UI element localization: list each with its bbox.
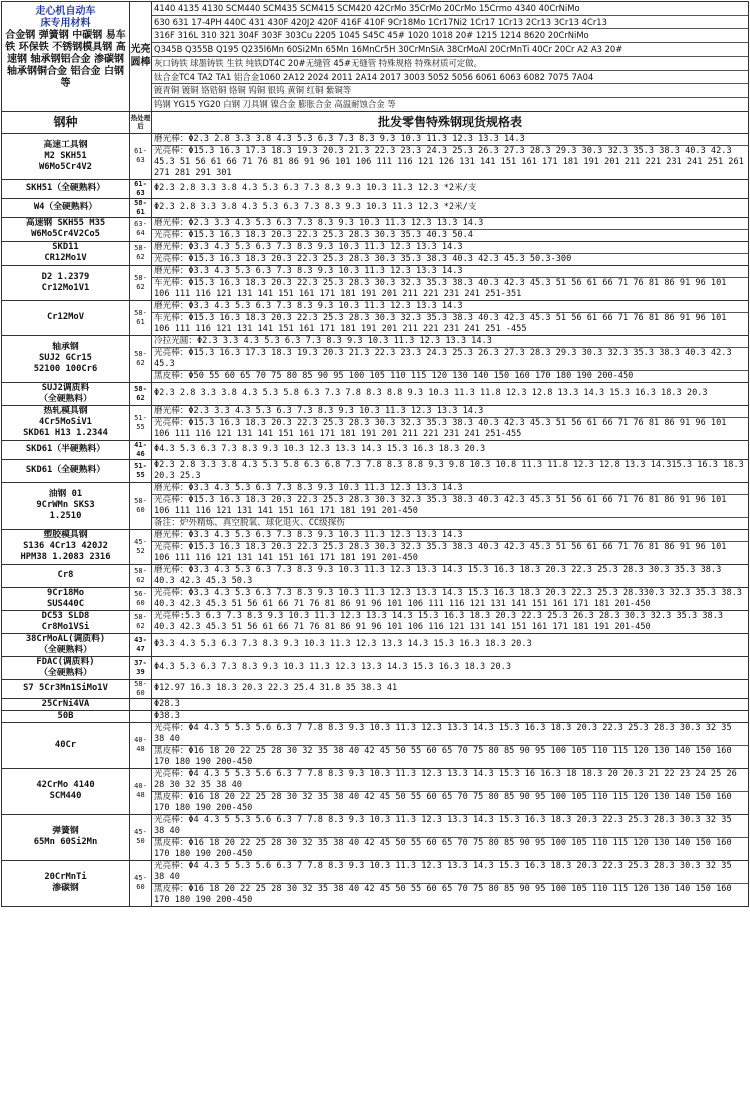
company-name-line1: 走心机自动车: [35, 6, 96, 17]
grade-line: 灰口铸铁 球墨铸铁 生铁 纯铁DT4C 20#无缝管 45#无缝管 特殊规格 特殊材质可定做。: [152, 57, 748, 71]
steel-grade-name: 25CrNi4VA: [2, 698, 130, 710]
hardness-value: 40-48: [130, 768, 152, 814]
table-row: [2, 382, 749, 405]
table-row: [2, 300, 749, 335]
size-spec-line: 车光棒：Φ15.3 16.3 18.3 20.3 22.3 25.3 28.3 30.3 32.3 35.3 38.3 40.3 42.3 45.3 51 56 61 66 71 76 81 86 91 96 101 106 111 116 121 131 141 151 161 171 181 191 201 211 221 231 241 251-351: [154, 277, 727, 299]
table-row: [2, 440, 749, 459]
hardness-value: 51-55: [130, 405, 152, 440]
hardness-value: 58-62: [130, 335, 152, 382]
company-name-line2: 床专用材料: [40, 18, 91, 29]
size-spec: [152, 814, 749, 860]
hardness-value: 37-39: [130, 656, 152, 679]
steel-grade-name: SUJ2调质料 （全硬熟料）: [2, 382, 130, 405]
size-spec-line: 光亮棒：Φ4 4.3 5 5.3 5.6 6.3 7 7.8 8.3 9.3 10.3 11.3 12.3 13.3 14.3 15.3 16.3 18.3 20.3 22.3 25.3 28.3 30.3 32 35 38 40: [152, 723, 748, 746]
column-grade: 钢种: [2, 111, 130, 133]
steel-grade-name: 50B: [2, 710, 130, 722]
steel-grade-name: 42CrMo 4140 SCM440: [2, 768, 130, 814]
steel-grade-name: 热轧模具钢 4Cr5MoSiV1 SKD61 H13 1.2344: [2, 405, 130, 440]
size-spec: [152, 300, 749, 335]
size-spec: [152, 860, 749, 906]
grades-list: [152, 2, 748, 111]
column-header-row: [2, 111, 749, 133]
size-spec: [152, 529, 749, 564]
steel-grade-name: 38CrMoAL(调质料) （全硬熟料）: [2, 633, 130, 656]
header-row: [2, 2, 749, 112]
size-spec-line: 冷拉光圆：Φ2.3 3.3 4.3 5.3 6.3 7.3 8.3 9.3 10.3 11.3 12.3 13.3 14.3: [152, 336, 748, 348]
grade-line: 钛合金TC4 TA2 TA1 铝合金1060 2A12 2024 2011 2A14 2017 3003 5052 5056 6061 6063 6082 7075 7A04: [152, 71, 748, 85]
size-spec: [152, 587, 749, 610]
size-spec: [152, 610, 749, 633]
size-spec-line: Φ3.3 4.3 5.3 6.3 7.3 8.3 9.3 10.3 11.3 12.3 13.3 14.3 15.3 16.3 18.3 20.3: [154, 639, 532, 650]
steel-grade-name: FDAC(调质料) （全硬熟料）: [2, 656, 130, 679]
table-row: [2, 610, 749, 633]
size-spec: [152, 133, 749, 179]
size-spec-line: 光亮棒：Φ4 4.3 5 5.3 5.6 6.3 7 7.8 8.3 9.3 10.3 11.3 12.3 13.3 14.3 15.3 16.3 18.3 20.3 22.3 25.3 28.3 30.3 32 35 38 40: [152, 861, 748, 884]
table-row: [2, 722, 749, 768]
size-spec-line: 磨光棒：Φ3.3 4.3 5.3 6.3 7.3 8.3 9.3 10.3 11.3 12.3 13.3 14.3: [152, 530, 748, 542]
size-spec: [152, 198, 749, 217]
size-spec-line: 备注：炉外精炼、真空脱氧、球化退火、CC级探伤: [154, 517, 345, 528]
hardness-value: 58-61: [130, 300, 152, 335]
size-spec: [152, 265, 749, 300]
size-spec-line: 黑皮棒：Φ16 18 20 22 25 28 30 32 35 38 40 42 45 50 55 60 65 70 75 80 85 90 95 100 105 110 115 120 130 140 150 160 170 180 190 200-450: [154, 745, 732, 767]
size-spec-line: 光亮棒：Φ15.3 16.3 17.3 18.3 19.3 20.3 21.3 22.3 23.3 24.3 25.3 26.3 27.3 28.3 29.3 30.3 32.3 35.3 38.3 40.3 42.3 45.3: [152, 348, 748, 371]
size-spec-line: 光亮棒：Φ4 4.3 5 5.3 5.6 6.3 7 7.8 8.3 9.3 10.3 11.3 12.3 13.3 14.3 15.3 16 16.3 18 18.3 20 20.3 21 22 23 24 25 26 28 30 32 35 38 40: [152, 769, 748, 792]
side-label: 光亮圆棒: [130, 2, 152, 112]
size-spec-line: Φ2.3 2.8 3.3 3.8 4.3 5.3 6.3 7.3 8.3 9.3 10.3 11.3 12.3 *2米/支: [154, 202, 477, 213]
size-spec-line: 光亮棒：Φ3.3 4.3 5.3 6.3 7.3 8.3 9.3 10.3 11.3 12.3 13.3 14.3 15.3 16.3 18.3 20.3 22.3 25.3 28.330.3 32.3 35.3 38.3 40.3 42.3 45.3 51 56 61 66 71 76 81 86 91 96 101 106 111 116 121 131 141 151 161 171 181 201-450: [154, 587, 742, 609]
steel-grade-name: 高速钢 SKH55 M35 W6Mo5Cr4V2Co5: [2, 217, 130, 241]
table-row: [2, 241, 749, 265]
steel-grade-name: 40Cr: [2, 722, 130, 768]
size-spec-line: 光亮棒：Φ15.3 16.3 18.3 20.3 22.3 25.3 28.3 30.3 35.3 40.3 50.4: [154, 229, 473, 240]
table-row: [2, 459, 749, 482]
size-spec-line: Φ4.3 5.3 6.3 7.3 8.3 9.3 10.3 12.3 13.3 14.3 15.3 16.3 18.3 20.3: [154, 444, 486, 455]
company-block: [2, 2, 130, 112]
table-row: [2, 564, 749, 587]
steel-grade-name: Cr8: [2, 564, 130, 587]
table-row: [2, 768, 749, 814]
size-spec-line: 磨光棒：Φ3.3 4.3 5.3 6.3 7.3 8.3 9.3 10.3 11.3 12.3 13.3 14.3: [152, 301, 748, 313]
steel-grade-name: 9Cr18Mo SUS440C: [2, 587, 130, 610]
size-spec: [152, 482, 749, 529]
size-spec-line: 磨光棒：Φ3.3 4.3 5.3 6.3 7.3 8.3 9.3 10.3 11.3 12.3 13.3 14.3: [152, 483, 748, 495]
steel-grade-name: 20CrMnTi 渗碳钢: [2, 860, 130, 906]
steel-grade-name: SKD61（全硬熟料）: [2, 459, 130, 482]
hardness-value: 58-62: [130, 241, 152, 265]
steel-grade-name: SKD11 CR12Mo1V: [2, 241, 130, 265]
size-spec: [152, 768, 749, 814]
size-spec-line: 光亮棒：Φ15.3 16.3 18.3 20.3 22.3 25.3 28.3 30.3 32.3 35.3 38.3 40.3 42.3 45.3 51 56 61 66 71 76 81 86 91 96 101 106 111 116 121 131 141 151 161 171 181 191 201 211 221 231 241 251-455: [154, 417, 727, 439]
spec-table: [1, 1, 749, 907]
grade-line: 镀青铜 镀铜 铬锆铜 铬铜 钨铜 银钨 黄铜 红铜 紫铜等: [152, 84, 748, 98]
size-spec: [152, 722, 749, 768]
hardness-value: 58-62: [130, 610, 152, 633]
steel-grade-name: DC53 SLD8 Cr8Mo1VSi: [2, 610, 130, 633]
hardness-value: 58-60: [130, 679, 152, 698]
hardness-value: 63-64: [130, 217, 152, 241]
hardness-value: 58-62: [130, 382, 152, 405]
steel-grade-name: 油钢 01 9CrWMn SKS3 1.2510: [2, 482, 130, 529]
size-spec-line: 磨光棒：Φ3.3 4.3 5.3 6.3 7.3 8.3 9.3 10.3 11.3 12.3 13.3 14.3 15.3 16.3 18.3 20.3 22.3 25.3 28.3 30.3 35.3 38.3 40.3 42.3 45.3 50.3: [154, 564, 722, 586]
hardness-value: 58-61: [130, 198, 152, 217]
hardness-value: 45-50: [130, 814, 152, 860]
grade-line: 4140 4135 4130 SCM440 SCM435 SCM415 SCM420 42CrMo 35CrMo 20CrMo 15Crmo 4340 40CrNiMo: [152, 2, 748, 16]
size-spec-line: Φ12.97 16.3 18.3 20.3 22.3 25.4 31.8 35 38.3 41: [154, 683, 398, 694]
size-spec: [152, 440, 749, 459]
size-spec-line: Φ38.3: [154, 710, 180, 721]
steel-grade-name: 弹簧钢 65Mn 60Si2Mn: [2, 814, 130, 860]
size-spec-line: 磨光棒：Φ2.3 2.8 3.3 3.8 4.3 5.3 6.3 7.3 8.3 9.3 10.3 11.3 12.3 13.3 14.3: [152, 134, 748, 146]
size-spec: [152, 633, 749, 656]
steel-grade-name: 高速工具钢 M2 SKH51 W6Mo5Cr4V2: [2, 133, 130, 179]
steel-grade-name: SKH51（全硬熟料）: [2, 179, 130, 198]
hardness-value: 58-62: [130, 564, 152, 587]
size-spec: [152, 564, 749, 587]
size-spec-line: 黑皮棒：Φ16 18 20 22 25 28 30 32 35 38 40 42 45 50 55 60 65 70 75 80 85 90 95 100 105 110 115 120 130 140 150 160 170 180 190 200-450: [154, 837, 732, 859]
size-spec-line: 黑皮棒：Φ16 18 20 22 25 28 30 32 35 38 40 42 45 50 55 60 65 70 75 80 85 90 95 100 105 110 115 120 130 140 150 160 170 180 190 200-450: [154, 883, 732, 905]
hardness-value: 41-46: [130, 440, 152, 459]
steel-grade-name: 塑胶模具钢 S136 4Cr13 420J2 HPM38 1.2083 2316: [2, 529, 130, 564]
hardness-value: 56-60: [130, 587, 152, 610]
materials-list: 合金钢 弹簧钢 中碳钢 易车铁 环保铁 不锈钢模具钢 高速钢 轴承钢铝合金 渗碳钢 轴承钢铜合金 铝合金 白钢等: [5, 30, 126, 89]
grade-line: 316F 316L 310 321 304F 303F 303Cu 2205 1045 S45C 45# 1020 1018 20# 1215 1214 8620 20CrNiMo: [152, 29, 748, 43]
hardness-value: [130, 698, 152, 710]
size-spec: [152, 241, 749, 265]
steel-grade-name: 轴承钢 SUJ2 GCr15 52100 100Cr6: [2, 335, 130, 382]
steel-grade-name: Cr12MoV: [2, 300, 130, 335]
column-hrc: 热处理后: [130, 111, 152, 133]
size-spec-line: 光亮棒:5.3 6.3 7.3 8.3 9.3 10.3 11.3 12.3 13.3 14.3 15.3 16.3 18.3 20.3 22.3 25.3 26.3 28.3 30.3 32.3 35.3 38.3 40.3 42.3 45.3 51 56 61 66 71 76 81 86 91 96 101 106 116 121 131 141 151 161 171 181 191 201-450: [154, 610, 724, 632]
size-spec: [152, 382, 749, 405]
size-spec-line: Φ2.3 2.8 3.3 3.8 4.3 5.3 5.8 6.3 6.8 7.3 7.8 8.3 8.8 9.3 9.8 10.3 10.8 11.3 11.8 12.3 12.8 13.3 14.315.3 16.3 18.3 20.3 25.3: [154, 459, 744, 481]
size-spec-line: Φ2.3 2.8 3.3 3.8 4.3 5.3 6.3 7.3 8.3 9.3 10.3 11.3 12.3 *2米/支: [154, 183, 477, 194]
size-spec-line: 光亮棒：Φ4 4.3 5 5.3 5.6 6.3 7 7.8 8.3 9.3 10.3 11.3 12.3 13.3 14.3 15.3 16.3 18.3 20.3 22.3 25.3 28.3 30.3 32 35 38 40: [152, 815, 748, 838]
grade-line: Q345B Q355B Q195 Q235l6Mn 60Si2Mn 65Mn 16MnCr5H 30CrMnSiA 38CrMoAl 20CrMnTi 40Cr 20Cr A2 A3 20#: [152, 43, 748, 57]
hardness-value: 40-48: [130, 722, 152, 768]
size-spec-line: 黑皮棒：Φ50 55 60 65 70 75 80 85 90 95 100 105 110 115 120 130 140 150 160 170 180 190 200-450: [154, 370, 634, 381]
steel-grade-name: S7 5Cr3Mn1SiMo1V: [2, 679, 130, 698]
size-spec-line: 磨光棒：Φ2.3 3.3 4.3 5.3 6.3 7.3 8.3 9.3 10.3 11.3 12.3 13.3 14.3: [152, 406, 748, 418]
size-spec-line: Φ4.3 5.3 6.3 7.3 8.3 9.3 10.3 11.3 12.3 13.3 14.3 15.3 16.3 18.3 20.3: [154, 662, 511, 673]
size-spec: [152, 217, 749, 241]
table-row: [2, 179, 749, 198]
table-row: [2, 482, 749, 529]
table-row: [2, 198, 749, 217]
table-title: 批发零售特殊钢现货规格表: [152, 111, 749, 133]
size-spec-line: Φ28.3: [154, 698, 180, 709]
hardness-value: 61-63: [130, 179, 152, 198]
size-spec-line: 光亮棒：Φ15.3 16.3 17.3 18.3 19.3 20.3 21.3 22.3 23.3 24.3 25.3 26.3 27.3 28.3 29.3 30.3 32.3 35.3 38.3 40.3 42.3 45.3 51 56 61 66 71 76 81 86 91 96 101 106 111 116 121 126 131 141 151 161 171 181 191 201 211 221 231 241 251 261 271 281 291 301: [154, 145, 744, 178]
table-row: [2, 335, 749, 382]
table-row: [2, 265, 749, 300]
size-spec: [152, 710, 749, 722]
grade-line: 钨钢 YG15 YG20 白钢 刀具钢 镍合金 膨胀合金 高温耐蚀合金 等: [154, 98, 396, 109]
size-spec: [152, 656, 749, 679]
size-spec-line: Φ2.3 2.8 3.3 3.8 4.3 5.3 5.8 6.3 7.3 7.8 8.3 8.8 9.3 10.3 11.3 11.8 12.3 12.8 13.3 14.3 15.3 16.3 18.3 20.3: [154, 388, 708, 399]
table-row: [2, 679, 749, 698]
size-spec: [152, 459, 749, 482]
steel-grade-name: W4（全硬熟料）: [2, 198, 130, 217]
table-row: [2, 529, 749, 564]
size-spec: [152, 698, 749, 710]
grades-block: [152, 2, 749, 112]
table-row: [2, 656, 749, 679]
size-spec: [152, 679, 749, 698]
grade-line: 630 631 17-4PH 440C 431 430F 420J2 420F 416F 410F 9Cr18Mo 1Cr17Ni2 1Cr17 1Cr13 2Cr13 3Cr13 4Cr13: [152, 16, 748, 30]
steel-grade-name: SKD61（半硬熟料）: [2, 440, 130, 459]
table-row: [2, 217, 749, 241]
hardness-value: 45-52: [130, 529, 152, 564]
table-row: [2, 860, 749, 906]
size-spec-line: 光亮棒：Φ15.3 16.3 18.3 20.3 22.3 25.3 28.3 30.3 35.3 38.3 40.3 42.3 45.3 50.3-300: [154, 253, 572, 264]
hardness-value: 58-60: [130, 482, 152, 529]
table-row: [2, 698, 749, 710]
steel-grade-name: D2 1.2379 Cr12Mo1V1: [2, 265, 130, 300]
size-spec-line: 光亮棒：Φ15.3 16.3 18.3 20.3 22.3 25.3 28.3 30.3 32.3 35.3 38.3 40.3 42.3 45.3 51 56 61 66 71 76 81 86 91 96 101 106 111 116 121 131 141 151 161 171 181 191 201-450: [152, 495, 748, 518]
size-spec-line: 磨光棒：Φ2.3 3.3 4.3 5.3 6.3 7.3 8.3 9.3 10.3 11.3 12.3 13.3 14.3: [152, 218, 748, 230]
size-spec-line: 磨光棒：Φ3.3 4.3 5.3 6.3 7.3 8.3 9.3 10.3 11.3 12.3 13.3 14.3: [152, 242, 748, 254]
spec-sheet: [1, 1, 748, 1093]
size-spec: [152, 335, 749, 382]
hardness-value: 43-47: [130, 633, 152, 656]
hardness-value: 51-55: [130, 459, 152, 482]
table-row: [2, 133, 749, 179]
hardness-value: [130, 710, 152, 722]
table-row: [2, 710, 749, 722]
table-row: [2, 814, 749, 860]
size-spec-line: 磨光棒：Φ3.3 4.3 5.3 6.3 7.3 8.3 9.3 10.3 11.3 12.3 13.3 14.3: [152, 266, 748, 278]
size-spec: [152, 405, 749, 440]
table-row: [2, 633, 749, 656]
hardness-value: 45-60: [130, 860, 152, 906]
size-spec-line: 车光棒：Φ15.3 16.3 18.3 20.3 22.3 25.3 28.3 30.3 32.3 35.3 38.3 40.3 42.3 45.3 51 56 61 66 71 76 81 86 91 96 101 106 111 116 121 131 141 151 161 171 181 191 201 211 221 231 241 251 -455: [154, 312, 727, 334]
hardness-value: 58-62: [130, 265, 152, 300]
hardness-value: 61-63: [130, 133, 152, 179]
size-spec: [152, 179, 749, 198]
size-spec-line: 光亮棒：Φ15.3 16.3 18.3 20.3 22.3 25.3 28.3 30.3 32.3 35.3 38.3 40.3 42.3 45.3 51 56 61 66 71 76 81 86 91 96 101 106 111 116 121 131 141 151 161 171 181 191 201-450: [154, 541, 727, 563]
size-spec-line: 黑皮棒：Φ16 18 20 22 25 28 30 32 35 38 40 42 45 50 55 60 65 70 75 80 85 90 95 100 105 110 115 120 130 140 150 160 170 180 190 200-450: [154, 791, 732, 813]
table-row: [2, 405, 749, 440]
table-row: [2, 587, 749, 610]
